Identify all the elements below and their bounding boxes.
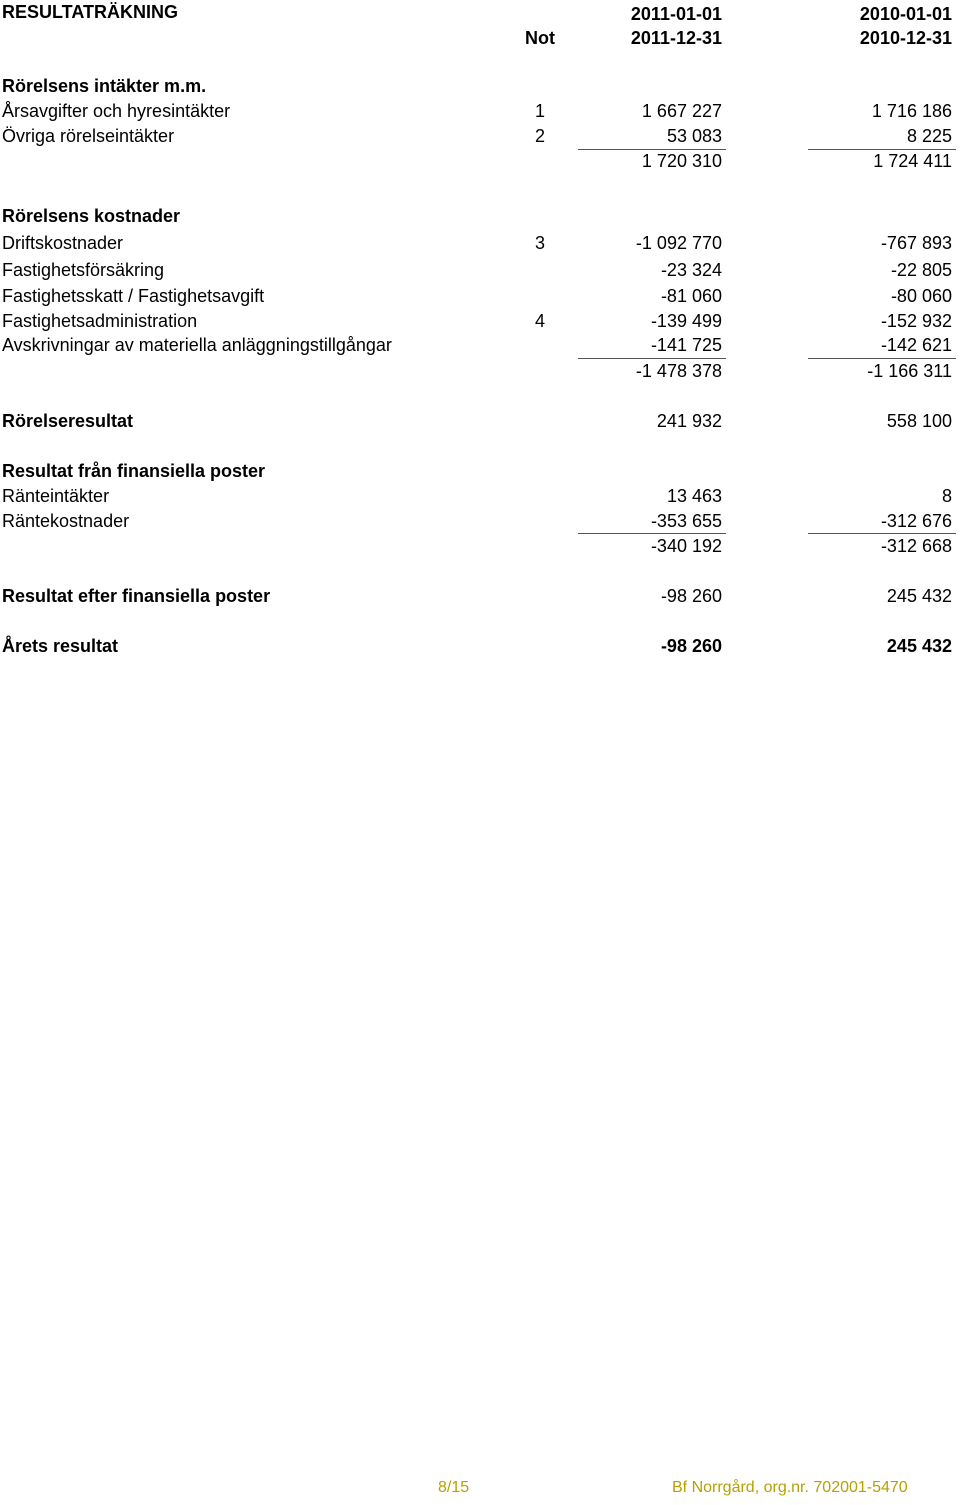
- row-note: 4: [534, 311, 545, 331]
- row-label: Övriga rörelseintäkter: [2, 126, 175, 146]
- row-value-2010: -22 805: [890, 260, 952, 280]
- row-value-2011: -141 725: [650, 335, 722, 355]
- table-row: [0, 333, 960, 357]
- row-value-2011: 53 083: [666, 126, 722, 146]
- financial-total-2011: -340 192: [650, 536, 722, 556]
- row-value-2011: -23 324: [660, 260, 722, 280]
- row-value-2011: 13 463: [666, 486, 722, 506]
- operating-result-row: [0, 409, 960, 433]
- financial-heading-label: Resultat från finansiella poster: [2, 461, 266, 481]
- row-label: Resultat efter finansiella poster: [2, 586, 271, 606]
- income-total-2011: 1 720 310: [641, 151, 722, 171]
- row-label: Ränteintäkter: [2, 486, 110, 506]
- row-note: 2: [534, 126, 545, 146]
- row-value-2010: 245 432: [886, 586, 952, 606]
- income-total-row: [0, 149, 960, 173]
- row-value-2010: -80 060: [890, 286, 952, 306]
- period-2010-end: 2010-12-31: [859, 28, 952, 48]
- row-value-2010: 1 716 186: [871, 101, 952, 121]
- row-note: 3: [534, 233, 545, 253]
- row-note: 1: [534, 101, 545, 121]
- row-label: Fastighetsförsäkring: [2, 260, 165, 280]
- row-label: Årets resultat: [2, 636, 119, 656]
- financial-heading: [0, 459, 960, 483]
- row-value-2011: 1 667 227: [641, 101, 722, 121]
- financial-total-2010: -312 668: [880, 536, 952, 556]
- after-financial-row: [0, 584, 960, 608]
- table-row: [0, 231, 960, 255]
- period-2011-end: 2011-12-31: [630, 28, 722, 48]
- row-value-2011: -353 655: [650, 511, 722, 531]
- costs-total-2010: -1 166 311: [867, 361, 952, 381]
- row-label: Driftskostnader: [2, 233, 124, 253]
- row-label: Fastighetsskatt / Fastighetsavgift: [2, 286, 265, 306]
- row-value-2010: -312 676: [880, 511, 952, 531]
- table-row: [0, 309, 960, 333]
- row-value-2011: -98 260: [660, 586, 722, 606]
- financial-total-row: [0, 534, 960, 558]
- row-value-2010: -152 932: [880, 311, 952, 331]
- row-value-2010: -142 621: [880, 335, 952, 355]
- period-header-line1: [0, 2, 960, 26]
- row-label: Årsavgifter och hyresintäkter: [2, 101, 231, 121]
- row-value-2010: 8: [941, 486, 952, 506]
- row-label: Rörelseresultat: [2, 411, 134, 431]
- row-value-2010: 245 432: [886, 636, 952, 656]
- period-2011-start: 2011-01-01: [630, 4, 722, 24]
- income-heading-label: Rörelsens intäkter m.m.: [2, 76, 207, 96]
- row-label: Räntekostnader: [2, 511, 130, 531]
- period-header-line2: [0, 26, 960, 50]
- page-title: RESULTATRÄKNING: [2, 2, 178, 22]
- row-value-2010: 558 100: [886, 411, 952, 431]
- costs-heading-label: Rörelsens kostnader: [2, 206, 181, 226]
- costs-heading: [0, 204, 960, 228]
- table-row: [0, 124, 960, 148]
- row-label: Fastighetsadministration: [2, 311, 198, 331]
- table-row: [0, 509, 960, 533]
- page-number: 8/15: [438, 1479, 470, 1496]
- row-value-2011: -81 060: [660, 286, 722, 306]
- row-value-2011: -139 499: [650, 311, 722, 331]
- row-label: Avskrivningar av materiella anläggningstillgångar: [2, 335, 392, 355]
- row-value-2011: -98 260: [660, 636, 722, 656]
- table-row: [0, 258, 960, 282]
- costs-total-row: [0, 359, 960, 383]
- table-row: [0, 99, 960, 123]
- table-row: [0, 484, 960, 508]
- year-result-row: [0, 634, 960, 658]
- costs-total-2011: -1 478 378: [635, 361, 722, 381]
- row-value-2010: 8 225: [906, 126, 952, 146]
- income-total-2010: 1 724 411: [873, 151, 952, 171]
- row-value-2010: -767 893: [880, 233, 952, 253]
- row-value-2011: -1 092 770: [635, 233, 722, 253]
- income-heading: [0, 74, 960, 98]
- table-row: [0, 284, 960, 308]
- period-2010-start: 2010-01-01: [859, 4, 952, 24]
- organization-footer: Bf Norrgård, org.nr. 702001-5470: [672, 1479, 908, 1496]
- note-column-header: Not: [525, 28, 555, 48]
- row-value-2011: 241 932: [656, 411, 722, 431]
